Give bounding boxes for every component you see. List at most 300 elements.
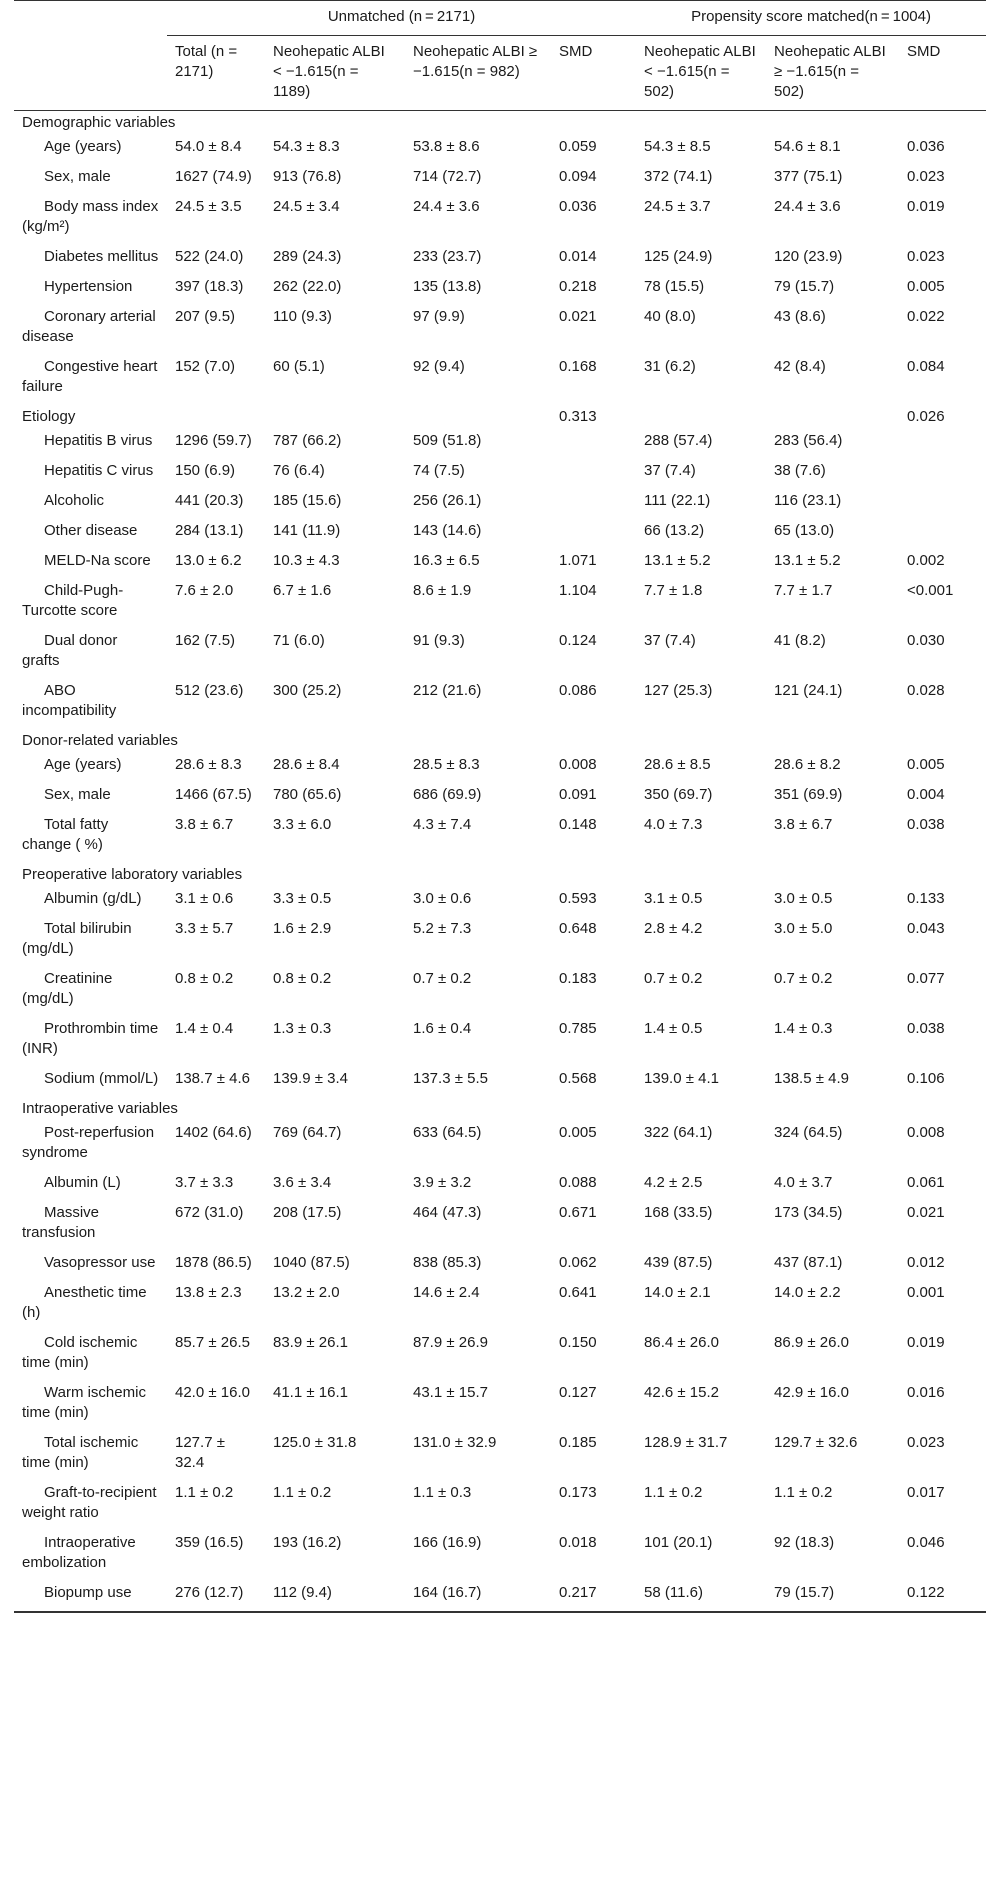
table-row: [14, 1481, 986, 1531]
cell-m-smd: 0.077: [907, 970, 945, 987]
section-row: [14, 1097, 986, 1121]
cell-m-high: 65 (13.0): [774, 522, 835, 539]
cell-u-high: 43.1 ± 15.7: [413, 1384, 488, 1401]
cell-u-high: 166 (16.9): [413, 1534, 482, 1551]
cell-total: 3.3 ± 5.7: [175, 920, 234, 937]
cell-m-smd: <0.001: [907, 582, 954, 599]
table-row: [14, 1251, 986, 1281]
cell-u-high: 16.3 ± 6.5: [413, 552, 480, 569]
table-row: [14, 549, 986, 579]
cell-u-smd: 0.062: [559, 1254, 597, 1271]
section-smd-matched: [899, 111, 986, 136]
cell-m-smd: 0.005: [907, 278, 945, 295]
column-header-matched-smd: SMD: [899, 36, 986, 111]
cell-m-low: 372 (74.1): [644, 168, 713, 185]
table-row: [14, 1381, 986, 1431]
unmatched-group-header: Unmatched (n = 2171): [167, 1, 636, 36]
cell-u-high: 464 (47.3): [413, 1204, 482, 1221]
cell-total: 42.0 ± 16.0: [175, 1384, 250, 1401]
cell-m-high: 79 (15.7): [774, 1584, 835, 1601]
cell-m-high: 3.0 ± 5.0: [774, 920, 833, 937]
cell-m-high: 13.1 ± 5.2: [774, 552, 841, 569]
cell-m-low: 439 (87.5): [644, 1254, 713, 1271]
cell-m-low: 86.4 ± 26.0: [644, 1334, 719, 1351]
cell-total: 512 (23.6): [175, 682, 244, 699]
table-row: [14, 753, 986, 783]
cell-label: Vasopressor use: [44, 1254, 156, 1271]
column-header-row: [14, 36, 986, 111]
cell-m-high: 54.6 ± 8.1: [774, 138, 841, 155]
cell-u-high: 233 (23.7): [413, 248, 482, 265]
cell-m-high: 43 (8.6): [774, 308, 826, 325]
cell-m-high: 121 (24.1): [774, 682, 843, 699]
cell-m-high: 86.9 ± 26.0: [774, 1334, 849, 1351]
cell-label: Biopump use: [44, 1584, 132, 1601]
cell-label: Intraoperative embolization: [22, 1534, 136, 1571]
cell-u-smd: 0.088: [559, 1174, 597, 1191]
cell-m-smd: 0.019: [907, 198, 945, 215]
cell-m-low: 139.0 ± 4.1: [644, 1070, 719, 1087]
cell-m-low: 101 (20.1): [644, 1534, 713, 1551]
cell-u-low: 60 (5.1): [273, 358, 325, 375]
column-header-unmatched-smd: SMD: [551, 36, 636, 111]
column-header-unmatched-low: Neohepatic ALBI < −1.615(n = 1189): [265, 36, 405, 111]
cell-u-high: 164 (16.7): [413, 1584, 482, 1601]
table-row: [14, 519, 986, 549]
header-blank: [14, 1, 167, 36]
matched-group-header: Propensity score matched(n = 1004): [636, 1, 986, 36]
table-body: [14, 111, 986, 1613]
cell-total: 24.5 ± 3.5: [175, 198, 242, 215]
cell-label: Child-Pugh-Turcotte score: [22, 582, 124, 619]
cell-total: 28.6 ± 8.3: [175, 756, 242, 773]
cell-u-low: 112 (9.4): [273, 1584, 332, 1601]
cell-m-smd: 0.038: [907, 816, 945, 833]
cell-m-smd: 0.002: [907, 552, 945, 569]
table-row: [14, 165, 986, 195]
cell-u-low: 76 (6.4): [273, 462, 325, 479]
cell-u-smd: 0.008: [559, 756, 597, 773]
cell-total: 3.1 ± 0.6: [175, 890, 234, 907]
cell-total: 284 (13.1): [175, 522, 244, 539]
cell-total: 138.7 ± 4.6: [175, 1070, 250, 1087]
cell-u-low: 139.9 ± 3.4: [273, 1070, 348, 1087]
cell-u-low: 41.1 ± 16.1: [273, 1384, 348, 1401]
section-smd-unmatched: [551, 1097, 636, 1121]
cell-m-low: 3.1 ± 0.5: [644, 890, 703, 907]
cell-m-high: 1.1 ± 0.2: [774, 1484, 833, 1501]
cell-m-smd: [899, 489, 986, 519]
cell-u-high: 97 (9.9): [413, 308, 465, 325]
cell-m-smd: 0.023: [907, 1434, 945, 1451]
cell-u-low: 787 (66.2): [273, 432, 342, 449]
cell-total: 522 (24.0): [175, 248, 244, 265]
cell-m-high: 42.9 ± 16.0: [774, 1384, 849, 1401]
cell-label: Massive transfusion: [22, 1204, 100, 1241]
cell-total: 441 (20.3): [175, 492, 244, 509]
table-row: [14, 355, 986, 405]
section-blank: [636, 729, 899, 753]
cell-m-low: 322 (64.1): [644, 1124, 713, 1141]
cell-u-smd: 1.104: [559, 582, 597, 599]
cell-u-smd: 0.173: [559, 1484, 597, 1501]
cell-label: Albumin (L): [44, 1174, 121, 1191]
cell-u-high: 8.6 ± 1.9: [413, 582, 472, 599]
cell-label: Age (years): [44, 138, 122, 155]
table-row: [14, 1121, 986, 1171]
cell-label: Anesthetic time (h): [22, 1284, 147, 1321]
cell-u-low: 262 (22.0): [273, 278, 342, 295]
cell-m-high: 92 (18.3): [774, 1534, 835, 1551]
cell-u-high: 714 (72.7): [413, 168, 482, 185]
cell-u-high: 92 (9.4): [413, 358, 465, 375]
cell-label: Albumin (g/dL): [44, 890, 142, 907]
cell-label: Alcoholic: [44, 492, 105, 509]
cell-u-smd: 1.071: [559, 552, 597, 569]
cell-label: Coronary arterial disease: [22, 308, 156, 345]
table-row: [14, 1067, 986, 1097]
cell-u-low: 54.3 ± 8.3: [273, 138, 340, 155]
table-row: [14, 1201, 986, 1251]
cell-u-high: 686 (69.9): [413, 786, 482, 803]
cell-m-smd: 0.023: [907, 168, 945, 185]
cell-u-low: 1.1 ± 0.2: [273, 1484, 332, 1501]
cell-u-high: 14.6 ± 2.4: [413, 1284, 480, 1301]
cell-label: Prothrombin time (INR): [22, 1020, 159, 1057]
cell-u-smd: [551, 429, 636, 459]
section-smd-matched: [899, 863, 986, 887]
cell-m-high: 283 (56.4): [774, 432, 843, 449]
section-blank: [636, 863, 899, 887]
cell-m-smd: [899, 519, 986, 549]
cell-u-high: 4.3 ± 7.4: [413, 816, 472, 833]
cell-total: 1466 (67.5): [175, 786, 252, 803]
cell-u-low: 28.6 ± 8.4: [273, 756, 340, 773]
section-title: Donor-related variables: [22, 732, 178, 749]
cell-u-high: 1.6 ± 0.4: [413, 1020, 472, 1037]
cell-m-smd: 0.008: [907, 1124, 945, 1141]
cell-m-low: 288 (57.4): [644, 432, 713, 449]
cell-u-smd: 0.641: [559, 1284, 597, 1301]
cell-u-low: 6.7 ± 1.6: [273, 582, 332, 599]
cell-m-high: 1.4 ± 0.3: [774, 1020, 833, 1037]
table-row: [14, 1331, 986, 1381]
cell-u-low: 125.0 ± 31.8: [273, 1434, 357, 1451]
cell-total: 1.1 ± 0.2: [175, 1484, 234, 1501]
section-title: Intraoperative variables: [22, 1100, 178, 1117]
cell-u-smd: 0.150: [559, 1334, 597, 1351]
cell-m-low: 7.7 ± 1.8: [644, 582, 703, 599]
cell-label: Sex, male: [44, 168, 111, 185]
cell-label: Total fatty change ( %): [22, 816, 109, 853]
cell-m-low: 2.8 ± 4.2: [644, 920, 703, 937]
cell-m-high: 129.7 ± 32.6: [774, 1434, 858, 1451]
table-row: [14, 967, 986, 1017]
cell-m-low: 31 (6.2): [644, 358, 696, 375]
cell-u-high: 53.8 ± 8.6: [413, 138, 480, 155]
table-row: [14, 1581, 986, 1612]
cell-m-high: 116 (23.1): [774, 492, 842, 509]
cell-u-low: 193 (16.2): [273, 1534, 342, 1551]
column-header-matched-high: Neohepatic ALBI ≥ −1.615(n = 502): [766, 36, 899, 111]
cell-total: 207 (9.5): [175, 308, 236, 325]
table-row: [14, 679, 986, 729]
cell-m-smd: 0.004: [907, 786, 945, 803]
section-row: [14, 405, 986, 429]
cell-u-smd: 0.648: [559, 920, 597, 937]
table-row: [14, 459, 986, 489]
table-row: [14, 429, 986, 459]
cell-m-high: 324 (64.5): [774, 1124, 843, 1141]
cell-total: 3.7 ± 3.3: [175, 1174, 234, 1191]
cell-m-smd: 0.021: [907, 1204, 945, 1221]
section-row: [14, 111, 986, 136]
table-row: [14, 887, 986, 917]
cell-u-smd: 0.593: [559, 890, 597, 907]
cell-u-smd: 0.183: [559, 970, 597, 987]
cell-m-low: 4.2 ± 2.5: [644, 1174, 703, 1191]
section-smd-matched: [899, 1097, 986, 1121]
cell-m-high: 0.7 ± 0.2: [774, 970, 833, 987]
section-row: [14, 863, 986, 887]
cell-u-low: 208 (17.5): [273, 1204, 342, 1221]
column-header-unmatched-high: Neohepatic ALBI ≥ −1.615(n = 982): [405, 36, 551, 111]
cell-total: 3.8 ± 6.7: [175, 816, 234, 833]
cell-u-smd: 0.168: [559, 358, 597, 375]
cell-total: 359 (16.5): [175, 1534, 244, 1551]
cell-u-smd: 0.671: [559, 1204, 597, 1221]
cell-m-high: 79 (15.7): [774, 278, 835, 295]
table-row: [14, 1171, 986, 1201]
cell-u-smd: 0.217: [559, 1584, 597, 1601]
cell-m-smd: 0.038: [907, 1020, 945, 1037]
section-title: Preoperative laboratory variables: [22, 866, 243, 883]
cell-label: Sex, male: [44, 786, 111, 803]
cell-u-high: 212 (21.6): [413, 682, 482, 699]
cell-u-high: 0.7 ± 0.2: [413, 970, 472, 987]
cell-m-low: 58 (11.6): [644, 1584, 703, 1601]
cell-u-low: 110 (9.3): [273, 308, 332, 325]
cell-u-low: 300 (25.2): [273, 682, 342, 699]
cell-m-low: 28.6 ± 8.5: [644, 756, 711, 773]
cell-u-low: 13.2 ± 2.0: [273, 1284, 340, 1301]
cell-total: 397 (18.3): [175, 278, 244, 295]
cell-total: 150 (6.9): [175, 462, 236, 479]
cell-u-smd: 0.059: [559, 138, 597, 155]
table-row: [14, 1281, 986, 1331]
cell-m-smd: 0.001: [907, 1284, 945, 1301]
cell-u-low: 3.6 ± 3.4: [273, 1174, 332, 1191]
cell-label: Congestive heart failure: [22, 358, 158, 395]
cell-u-high: 633 (64.5): [413, 1124, 482, 1141]
section-smd-unmatched: [551, 863, 636, 887]
cell-u-smd: 0.127: [559, 1384, 597, 1401]
cell-m-smd: 0.061: [907, 1174, 945, 1191]
cell-u-high: 28.5 ± 8.3: [413, 756, 480, 773]
cell-m-smd: 0.133: [907, 890, 945, 907]
cell-total: 1878 (86.5): [175, 1254, 252, 1271]
cell-m-high: 24.4 ± 3.6: [774, 198, 841, 215]
cell-m-low: 168 (33.5): [644, 1204, 713, 1221]
cell-u-smd: 0.014: [559, 248, 597, 265]
cell-u-smd: 0.018: [559, 1534, 597, 1551]
cell-m-low: 78 (15.5): [644, 278, 705, 295]
cell-u-smd: 0.785: [559, 1020, 597, 1037]
cell-u-high: 137.3 ± 5.5: [413, 1070, 488, 1087]
column-header-total: Total (n = 2171): [167, 36, 265, 111]
cell-u-low: 141 (11.9): [273, 522, 341, 539]
cell-label: Diabetes mellitus: [44, 248, 159, 265]
cell-total: 276 (12.7): [175, 1584, 244, 1601]
cell-u-low: 83.9 ± 26.1: [273, 1334, 348, 1351]
cell-m-high: 3.8 ± 6.7: [774, 816, 833, 833]
cell-u-smd: 0.005: [559, 1124, 597, 1141]
cell-u-smd: 0.021: [559, 308, 597, 325]
cell-u-smd: [551, 489, 636, 519]
cell-label: Age (years): [44, 756, 122, 773]
section-title: Demographic variables: [22, 114, 176, 131]
cell-u-smd: 0.086: [559, 682, 597, 699]
cell-m-smd: 0.106: [907, 1070, 945, 1087]
cell-label: Post-reperfusion syndrome: [22, 1124, 155, 1161]
cell-label: Body mass index (kg/m²): [22, 198, 159, 235]
cell-total: 13.0 ± 6.2: [175, 552, 242, 569]
section-smd-matched: 0.026: [907, 408, 945, 425]
cell-label: Sodium (mmol/L): [44, 1070, 159, 1087]
cell-total: 54.0 ± 8.4: [175, 138, 242, 155]
cell-m-high: 41 (8.2): [774, 632, 826, 649]
cell-u-low: 289 (24.3): [273, 248, 342, 265]
cell-u-high: 91 (9.3): [413, 632, 465, 649]
cell-label: Creatinine (mg/dL): [22, 970, 113, 1007]
cell-total: 152 (7.0): [175, 358, 236, 375]
table-row: [14, 275, 986, 305]
cell-total: 1402 (64.6): [175, 1124, 252, 1141]
cell-m-low: 0.7 ± 0.2: [644, 970, 703, 987]
cell-u-high: 3.0 ± 0.6: [413, 890, 472, 907]
cell-u-smd: 0.124: [559, 632, 597, 649]
cell-label: Total bilirubin (mg/dL): [22, 920, 132, 957]
cell-m-low: 4.0 ± 7.3: [644, 816, 703, 833]
table-row: [14, 1531, 986, 1581]
cell-m-low: 14.0 ± 2.1: [644, 1284, 711, 1301]
baseline-characteristics-table: [14, 0, 986, 1613]
cell-u-smd: 0.148: [559, 816, 597, 833]
cell-u-low: 1.3 ± 0.3: [273, 1020, 332, 1037]
column-header: [14, 36, 167, 111]
cell-m-low: 40 (8.0): [644, 308, 696, 325]
cell-m-low: 1.1 ± 0.2: [644, 1484, 703, 1501]
cell-m-low: 125 (24.9): [644, 248, 713, 265]
cell-u-high: 838 (85.3): [413, 1254, 482, 1271]
cell-m-smd: 0.030: [907, 632, 945, 649]
cell-u-high: 135 (13.8): [413, 278, 482, 295]
cell-u-high: 74 (7.5): [413, 462, 465, 479]
cell-u-low: 1040 (87.5): [273, 1254, 350, 1271]
cell-m-low: 37 (7.4): [644, 632, 696, 649]
cell-label: Dual donor grafts: [22, 632, 118, 669]
cell-u-high: 87.9 ± 26.9: [413, 1334, 488, 1351]
cell-m-high: 4.0 ± 3.7: [774, 1174, 833, 1191]
cell-m-smd: 0.043: [907, 920, 945, 937]
cell-u-low: 71 (6.0): [273, 632, 325, 649]
section-smd-unmatched: [551, 729, 636, 753]
cell-u-high: 3.9 ± 3.2: [413, 1174, 472, 1191]
cell-m-smd: 0.036: [907, 138, 945, 155]
cell-total: 13.8 ± 2.3: [175, 1284, 242, 1301]
cell-m-high: 351 (69.9): [774, 786, 843, 803]
cell-m-smd: 0.016: [907, 1384, 945, 1401]
cell-u-low: 3.3 ± 0.5: [273, 890, 332, 907]
cell-u-smd: 0.185: [559, 1434, 597, 1451]
cell-u-smd: 0.036: [559, 198, 597, 215]
cell-m-low: 350 (69.7): [644, 786, 713, 803]
table-row: [14, 135, 986, 165]
cell-label: Total ischemic time (min): [22, 1434, 139, 1471]
cell-u-low: 780 (65.6): [273, 786, 342, 803]
cell-label: Other disease: [44, 522, 138, 539]
cell-m-smd: 0.122: [907, 1584, 945, 1601]
cell-u-high: 256 (26.1): [413, 492, 482, 509]
cell-u-high: 1.1 ± 0.3: [413, 1484, 472, 1501]
cell-m-high: 38 (7.6): [774, 462, 826, 479]
section-smd-unmatched: [551, 111, 636, 136]
cell-u-smd: 0.218: [559, 278, 597, 295]
section-title: Etiology: [22, 408, 76, 425]
cell-u-low: 3.3 ± 6.0: [273, 816, 332, 833]
cell-m-low: 37 (7.4): [644, 462, 696, 479]
cell-total: 1627 (74.9): [175, 168, 252, 185]
cell-u-high: 24.4 ± 3.6: [413, 198, 480, 215]
cell-m-high: 173 (34.5): [774, 1204, 843, 1221]
cell-m-smd: 0.022: [907, 308, 945, 325]
cell-label: Cold ischemic time (min): [22, 1334, 138, 1371]
cell-u-low: 185 (15.6): [273, 492, 342, 509]
cell-u-low: 24.5 ± 3.4: [273, 198, 340, 215]
cell-m-high: 437 (87.1): [774, 1254, 843, 1271]
cell-m-high: 14.0 ± 2.2: [774, 1284, 841, 1301]
table-row: [14, 489, 986, 519]
table-row: [14, 917, 986, 967]
cell-label: Hepatitis C virus: [44, 462, 154, 479]
cell-m-smd: 0.019: [907, 1334, 945, 1351]
cell-m-high: 138.5 ± 4.9: [774, 1070, 849, 1087]
cell-m-high: 28.6 ± 8.2: [774, 756, 841, 773]
cell-m-low: 24.5 ± 3.7: [644, 198, 711, 215]
cell-u-low: 913 (76.8): [273, 168, 342, 185]
cell-m-smd: 0.017: [907, 1484, 945, 1501]
table-row: [14, 783, 986, 813]
cell-u-smd: 0.091: [559, 786, 597, 803]
table-row: [14, 813, 986, 863]
cell-u-smd: 0.094: [559, 168, 597, 185]
cell-label: ABO incompatibility: [22, 682, 117, 719]
cell-u-low: 10.3 ± 4.3: [273, 552, 340, 569]
section-blank: [636, 111, 899, 136]
cell-u-low: 1.6 ± 2.9: [273, 920, 332, 937]
cell-m-low: 128.9 ± 31.7: [644, 1434, 728, 1451]
cell-total: 672 (31.0): [175, 1204, 244, 1221]
cell-total: 1.4 ± 0.4: [175, 1020, 234, 1037]
cell-u-low: 769 (64.7): [273, 1124, 342, 1141]
cell-label: Hepatitis B virus: [44, 432, 153, 449]
cell-u-low: 0.8 ± 0.2: [273, 970, 332, 987]
cell-total: 162 (7.5): [175, 632, 236, 649]
cell-m-low: 13.1 ± 5.2: [644, 552, 711, 569]
cell-m-smd: 0.005: [907, 756, 945, 773]
cell-label: Warm ischemic time (min): [22, 1384, 146, 1421]
column-header-matched-low: Neohepatic ALBI < −1.615(n = 502): [636, 36, 766, 111]
